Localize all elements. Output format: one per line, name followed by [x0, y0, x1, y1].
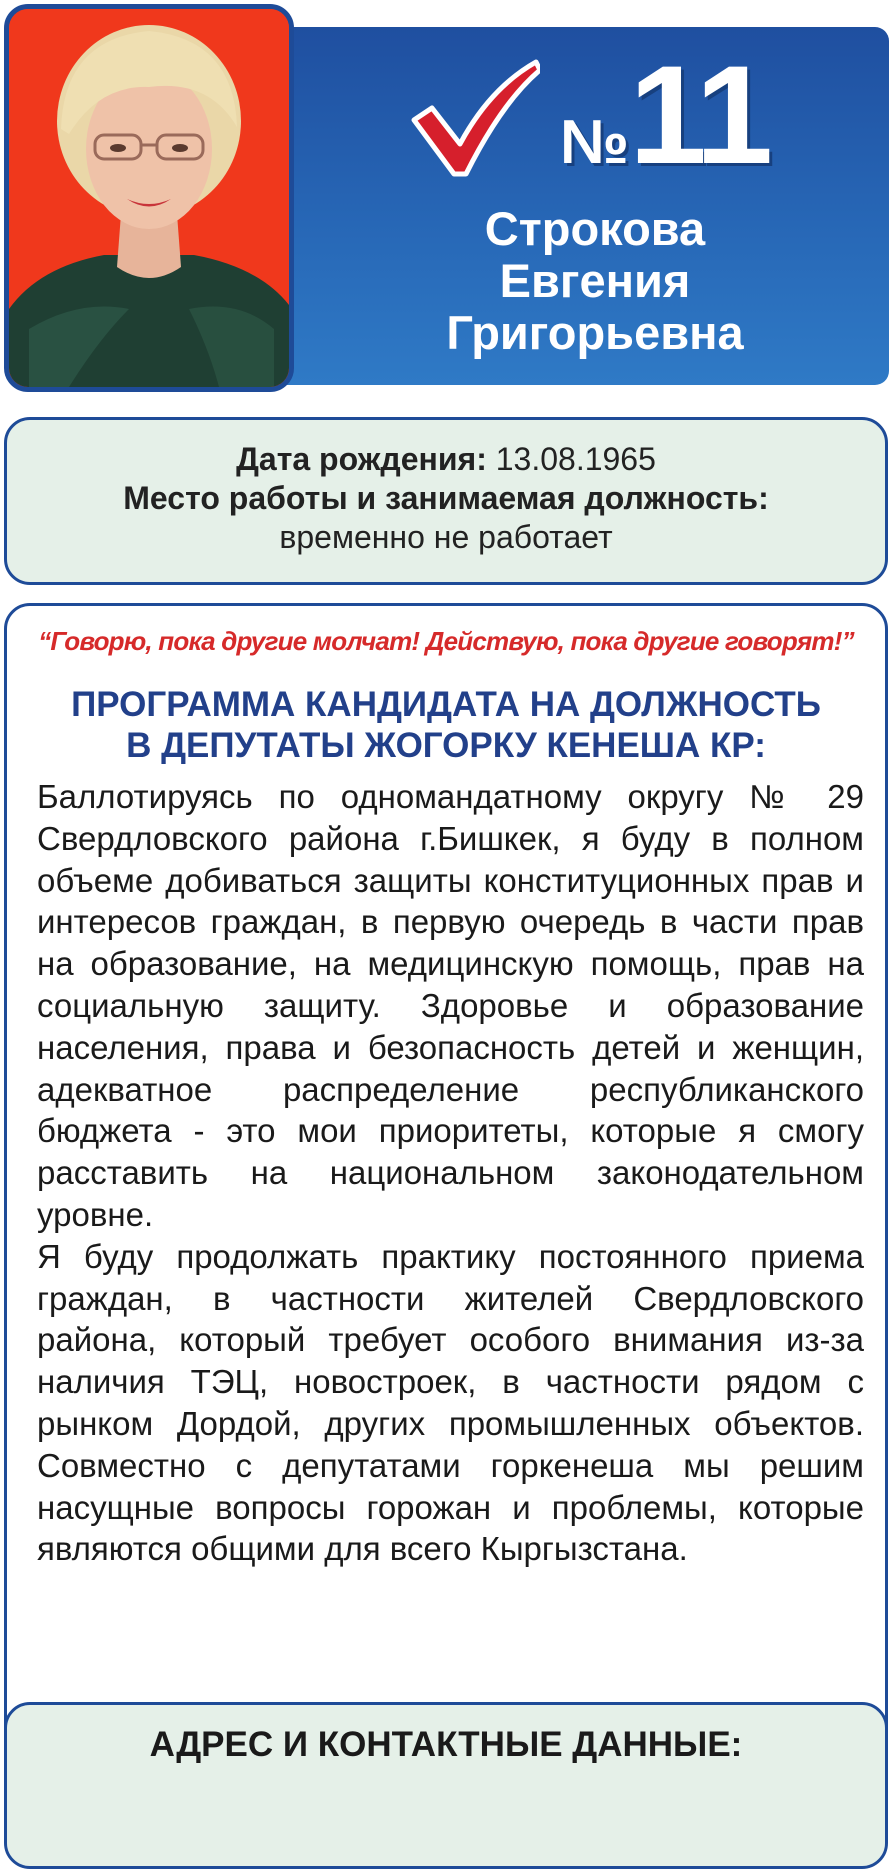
name-line-surname: Строкова	[484, 202, 706, 255]
contacts-title: АДРЕС И КОНТАКТНЫЕ ДАННЫЕ:	[149, 1725, 743, 1764]
number-prefix: №	[560, 108, 630, 177]
program-title	[7, 684, 885, 766]
program-text	[37, 776, 864, 1570]
name-line-firstname: Евгения	[499, 254, 691, 307]
birth-date-label: Дата рождения:	[236, 441, 487, 477]
program-title-line-2: В ДЕПУТАТЫ ЖОГОРКУ КЕНЕША КР:	[126, 726, 766, 765]
program-paragraph-1: Баллотируясь по одномандатному округу № 29 Свердловского района г.Бишкек, я буду в полном объеме добиваться защиты конституционных прав и интересов граждан, в первую очередь в части прав на образование, на медицинскую помощь, прав на социальную защиту. Здоровье и образование населения, права и безопасность детей и женщин, адекватное распределение республиканского бюджета - это мои приоритеты, которые я смогу расставить на национальном законодательном уровне.	[37, 778, 864, 1233]
program-box	[4, 603, 888, 1869]
workplace-value: временно не работает	[279, 519, 613, 555]
candidate-photo	[4, 4, 294, 392]
checkmark-icon	[410, 58, 540, 178]
birth-date-row	[7, 440, 885, 479]
info-box	[4, 417, 888, 585]
workplace-label	[7, 479, 885, 518]
candidate-name	[300, 203, 890, 359]
candidate-number	[560, 36, 890, 193]
program-paragraph-2: Я буду продолжать практику постоянного приема граждан, в частности жителей Свердловского района, который требует особого внимания из-за наличия ТЭЦ, новостроек, в частности рядом с рынком Дордой, других промышленных объектов. Совместно с депутатами горкенеша мы решим насущные вопросы горожан и проблемы, которые являются общими для всего Кыргызстана.	[37, 1237, 864, 1568]
contacts-box	[4, 1702, 888, 1869]
number-value: 11	[629, 36, 770, 193]
program-title-line-1: ПРОГРАММА КАНДИДАТА НА ДОЛЖНОСТЬ	[71, 685, 821, 724]
name-line-patronymic: Григорьевна	[446, 306, 744, 359]
workplace-label-text: Место работы и занимаемая должность:	[123, 480, 769, 516]
slogan: “Говорю, пока другие молчат! Действую, пока другие говорят!”	[38, 626, 854, 656]
birth-date-value: 13.08.1965	[495, 441, 656, 477]
